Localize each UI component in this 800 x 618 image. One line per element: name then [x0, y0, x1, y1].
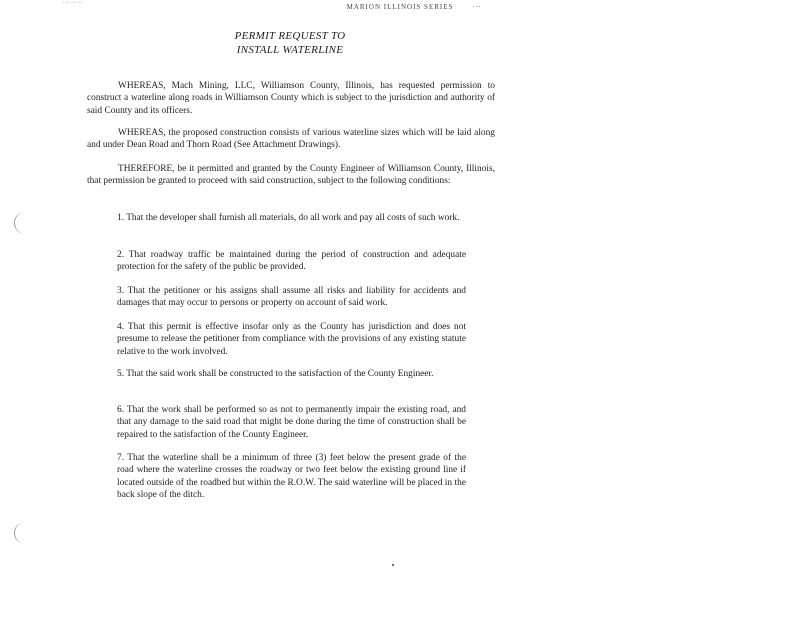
binder-hole-bottom — [14, 522, 29, 544]
condition-4: 4. That this permit is effective insofar only as the County has jurisdiction and does not presume to release the petitioner from compliance with the provisions of any existing statute relative to the work involved. — [117, 322, 466, 357]
scan-corner-mark: · ·· ··· ·· — [62, 0, 83, 6]
condition-6: 6. That the work shall be performed so as not to permanently impair the existing road, and that any damage to the said road that might be done during the time of construction shall be repaired to the satisfaction of the County Engineer. — [117, 405, 466, 440]
document-title-line-1: PERMIT REQUEST TO — [234, 30, 346, 42]
binder-hole-top — [14, 212, 29, 234]
condition-1: 1. That the developer shall furnish all materials, do all work and pay all costs of such work. — [117, 213, 460, 223]
running-header: MARION ILLINOIS SERIES — [346, 3, 454, 11]
document-title-line-2: INSTALL WATERLINE — [236, 44, 344, 56]
condition-5: 5. That the said work shall be constructed to the satisfaction of the County Engineer. — [117, 369, 434, 379]
therefore-paragraph: THEREFORE, be it permitted and granted by the County Engineer of Williamson County, Illinois, that permission be granted to proceed with said construction, subject to the following conditions: — [87, 164, 495, 187]
scan-speck-dot — [392, 564, 394, 566]
condition-7: 7. That the waterline shall be a minimum of three (3) feet below the present grade of the road where the waterline crosses the roadway or two feet below the existing ground line if located outside of the roadbed but within the R.O.W. The said waterline will be placed in the back slope of the ditch. — [117, 453, 466, 501]
condition-2: 2. That roadway traffic be maintained during the period of construction and adequate protection for the safety of the public be provided. — [117, 250, 466, 273]
page-mark: · ·· — [472, 3, 481, 11]
condition-3: 3. That the petitioner or his assigns shall assume all risks and liability for accidents and damages that may occur to persons or property on account of said work. — [117, 286, 466, 309]
whereas-paragraph-1: WHEREAS, Mach Mining, LLC, Williamson County, Illinois, has requested permission to construct a waterline along roads in Williamson County which is subject to the jurisdiction and authority of said County and its officers. — [87, 81, 495, 116]
whereas-paragraph-2: WHEREAS, the proposed construction consists of various waterline sizes which will be laid along and under Dean Road and Thorn Road (See Attachment Drawings). — [87, 128, 495, 151]
